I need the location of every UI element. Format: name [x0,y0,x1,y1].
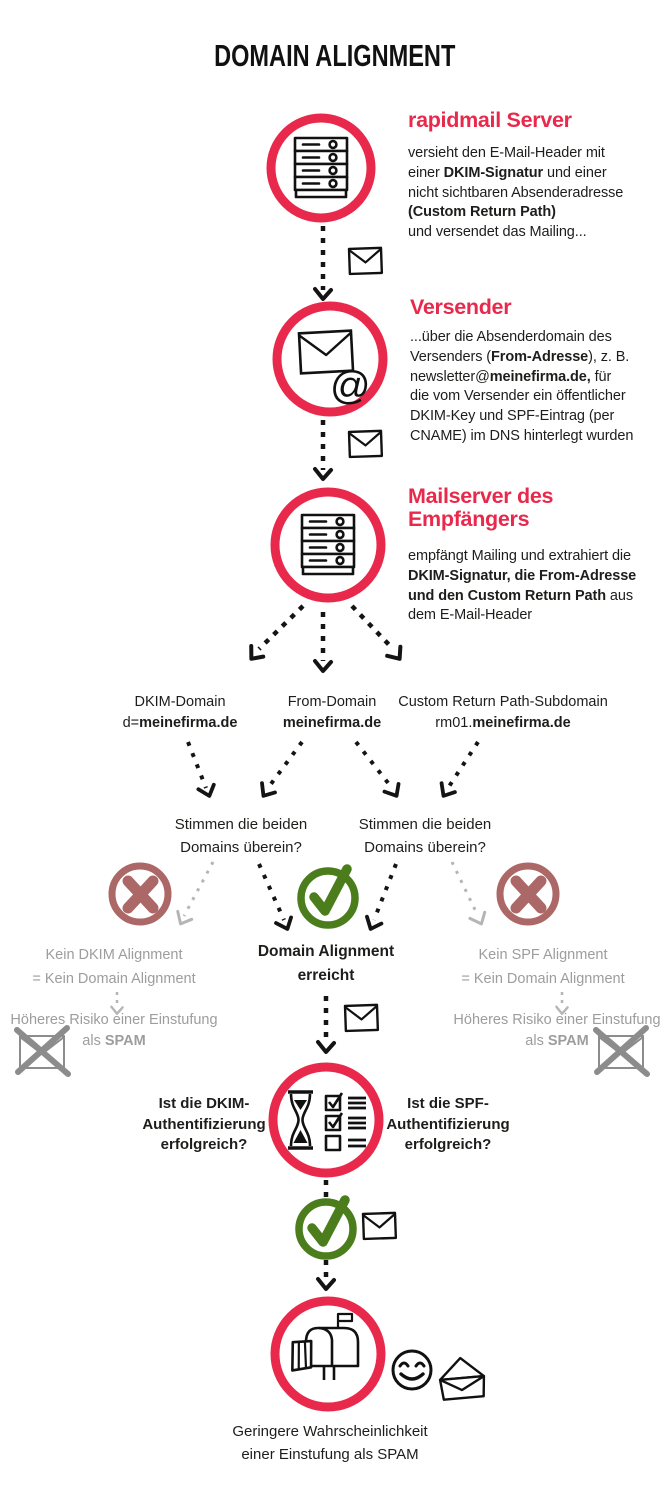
outcome-line: Domain Alignment [257,943,395,960]
auth-line: Ist die DKIM- [158,1095,250,1112]
outcome-center [226,940,426,988]
domain-value: rm01.meinefirma.de [435,714,571,731]
step-versender-body [410,328,633,447]
text-line: dem E-Mail-Header [408,607,533,624]
auth-question-dkim [104,1094,304,1156]
question-left [141,813,341,859]
auth-line: Ist die SPF- [407,1095,489,1112]
heading-line: Mailserver des [408,484,554,508]
risk-right [443,1010,669,1051]
outcome-right [433,944,653,991]
cross-circle-icon [112,866,168,922]
text-line: CNAME) im DNS hinterlegt wurden [410,427,634,444]
auth-line: Authentifizierung [142,1115,266,1133]
cross-circle-icon [500,866,556,922]
page-title: DOMAIN ALIGNMENT [213,38,456,73]
smiley-icon [393,1351,431,1389]
question-line: Domains überein? [364,839,486,856]
domain-label: DKIM-Domain [134,694,226,710]
text-line: versieht den E-Mail-Header mit [408,145,605,161]
envelope-icon [363,1213,396,1239]
text-line: nicht sichtbaren Absenderadresse [408,184,624,201]
outcome-line: Kein SPF Alignment [478,947,608,963]
text-line: newsletter@meinefirma.de, für [410,368,612,385]
text-line: und den Custom Return Path aus [408,587,633,604]
page-title-wrap [0,38,669,74]
envelope-icon [349,431,382,457]
step-versender-heading: Versender [410,295,512,319]
risk-left [0,1010,228,1051]
step-mailserver-heading [408,485,553,531]
text-line: (Custom Return Path) [408,204,556,221]
check-circle-icon [299,1200,353,1256]
text-line: empfängt Mailing und extrahiert die [408,548,631,564]
heading-line: Empfängers [408,507,530,531]
envelope-icon [345,1005,378,1031]
check-circle-icon [301,869,355,925]
text-line: die vom Versender ein öffentlicher [410,388,626,405]
auth-line: erfolgreich? [160,1136,248,1153]
text-line: DKIM-Signatur, die From-Adresse [408,567,637,584]
server-icon [302,515,354,574]
auth-question-spf [348,1094,548,1156]
outcome-left [4,944,224,991]
question-line: Stimmen die beiden [174,816,308,833]
text-line: einer DKIM-Signatur und einer [408,164,607,181]
server-icon [295,138,347,197]
final-note [180,1421,480,1466]
final-line: Geringere Wahrscheinlichkeit [232,1423,428,1440]
final-line: einer Einstufung als SPAM [241,1445,419,1463]
outcome-line: erreicht [297,967,355,984]
question-line: Domains überein? [180,839,302,856]
step-rapidmail-body [408,144,623,243]
domain-label: From-Domain [287,694,377,710]
auth-line: erfolgreich? [404,1136,492,1153]
risk-line: Höheres Risiko einer Einstufung [453,1012,661,1028]
outcome-line: = Kein Domain Alignment [32,970,196,987]
at-symbol: @ [330,364,371,408]
risk-line: als SPAM [82,1032,146,1049]
question-line: Stimmen die beiden [358,816,492,833]
question-right [325,813,525,859]
text-line: DKIM-Key und SPF-Eintrag (per [410,408,615,425]
domain-value: d=meinefirma.de [122,714,238,731]
text-line: ...über die Absenderdomain des [410,329,612,345]
step-rapidmail-heading: rapidmail Server [408,108,572,132]
text-line: und versendet das Mailing... [408,224,587,241]
envelope-icon [349,248,382,274]
domain-col-crp [393,692,613,733]
domain-value: meinefirma.de [282,714,382,731]
risk-line: als SPAM [525,1032,589,1049]
auth-line: Authentifizierung [386,1115,510,1133]
step-mailserver-body [408,547,636,626]
risk-line: Höheres Risiko einer Einstufung [10,1012,218,1028]
outcome-line: Kein DKIM Alignment [45,947,183,963]
open-envelope-icon [438,1356,485,1400]
text-line: Versenders (From-Adresse), z. B. [410,348,630,365]
outcome-line: = Kein Domain Alignment [461,970,625,987]
domain-label: Custom Return Path-Subdomain [398,694,608,710]
